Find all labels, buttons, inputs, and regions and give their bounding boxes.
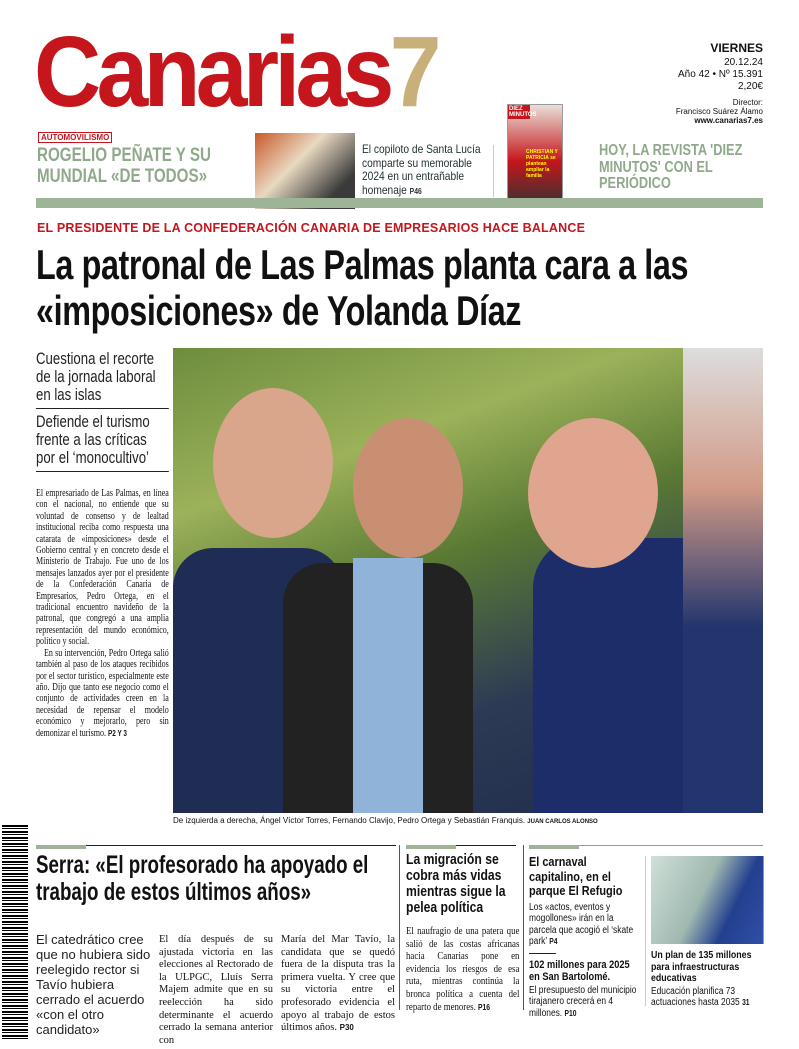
educacion-headline[interactable]: Un plan de 135 millones para infraestructuras educativas [651, 949, 752, 984]
lead-body [36, 488, 169, 739]
divider [523, 845, 524, 1010]
lead-body-paragraph: En su intervención, Pedro Ortega salió también al paso de los ataques recibidos por el sector turístico, especialmente este año. Dijo que tanto ese negocio como el conjunto de actividades creen en la necesidad de repensar el modelo económico y mejorarlo, pero sin demonizar el turismo. [36, 647, 169, 739]
sanbartolome-body: El presupuesto del municipio tirajanero crecerá en 4 millones. P10 [529, 984, 637, 1019]
serra-headline[interactable]: Serra: «El profesorado ha apoyado el trabajo de estos últimos años» [36, 851, 369, 906]
divider [493, 145, 494, 197]
person [353, 418, 463, 558]
sanbartolome-headline[interactable]: 102 millones para 2025 en San Bartolomé. [529, 958, 630, 983]
carnaval-column [529, 855, 642, 1019]
educacion-column [651, 856, 764, 1009]
person [528, 418, 658, 568]
issue: Año 42 • Nº 15.391 [678, 69, 763, 80]
migracion-headline[interactable]: La migración se cobra más vidas mientras sigue la pelea política [406, 852, 506, 916]
lead-body-paragraph: El empresariado de Las Palmas, en línea con el nacional, no entiende que su voluntad de consenso y de lealtad institucional reciba como respuesta una catarata de «imposiciones» desde el Gobierno central y en concreto desde el Ministerio de Trabajo. Fue uno de los mensajes lanzados ayer por el presidente de la Confederación Canaria de Empresarios, Pedro Ortega, en el tradicional encuentro navideño de la patronal, que congregó a una amplia representación del mundo económico, político y social. [36, 488, 169, 648]
masthead-info [676, 42, 763, 125]
lead-photo [173, 348, 763, 813]
lead-kicker: EL PRESIDENTE DE LA CONFEDERACIÓN CANARIA DE EMPRESARIOS HACE BALANCE [37, 221, 586, 235]
lead-headline[interactable]: La patronal de Las Palmas planta cara a las «imposiciones» de Yolanda Díaz [36, 241, 689, 334]
accent-bar [529, 845, 579, 849]
educacion-photo [651, 856, 764, 944]
director-label: Director: [732, 98, 763, 107]
carnaval-body: Los «actos, eventos y mogollones» irán en la parcela que acogió el ‘skate park’ P4 [529, 901, 634, 947]
shirt [353, 558, 423, 813]
masthead-logo: Canarias7 [34, 16, 437, 128]
teaser-magazine-title[interactable]: HOY, LA REVISTA 'DIEZ MINUTOS' CON EL PERIÓDICO [599, 142, 743, 192]
person [213, 388, 333, 538]
migracion-body: El naufragio de una patera que salió de las costas africanas hacia Canarias pone en evidencia los riesgos de esa ruta, mientras continúa la bronca política a cuenta del reparto de menores. P16 [406, 926, 520, 1013]
divider [645, 856, 646, 1006]
header-bar [36, 198, 763, 208]
lead-subheading-2: Defiende el turismo frente a las críticas por el ‘monocultivo’ [36, 409, 169, 472]
magazine-cover-text: CHRISTIAN Y PATRICIA se plantean ampliar la familia [526, 149, 558, 179]
serra-body-col2: María del Mar Tavío, la candidata que se quedó fuera de la disputa tras la primera vuelta. Y cree que su victoria entre el profesorado evidencia el apoyo al trabajo de estos últimos años. P30 [281, 934, 395, 1034]
director: Francisco Suárez Álamo [675, 107, 763, 116]
photo-caption: De izquierda a derecha, Ángel Víctor Torres, Fernando Clavijo, Pedro Ortega y Sebastián Franquis. JUAN CARLOS ALONSO [173, 816, 598, 825]
teaser-kicker: AUTOMOVILISMO [38, 132, 112, 143]
day: VIERNES [710, 41, 763, 55]
educacion-body: Educación planifica 73 actuaciones hasta 2035 31 [651, 985, 750, 1008]
barcode [2, 825, 28, 1040]
magazine-cover [507, 104, 563, 208]
page-ref: P2 Y 3 [107, 728, 127, 738]
serra-body-col1: El día después de su ajustada victoria en las elecciones al Rectorado de la ULPGC, Lluís Serra Majem admite que en su reelección ha sido determinante el acuerdo cerrado la semana anterior con [159, 934, 273, 1046]
serra-subheading: El catedrático cree que no hubiera sido reelegido rector si Tavío hubiera cerrado el acuerdo «con el otro candidato» [36, 932, 151, 1037]
teaser-title[interactable]: ROGELIO PEÑATE Y SU MUNDIAL «DE TODOS» [37, 145, 211, 187]
magazine-logo: DIEZ MINUTOS [509, 106, 537, 118]
divider [36, 845, 396, 846]
divider [399, 845, 400, 1010]
price: 2,20€ [737, 81, 763, 92]
person [683, 348, 763, 813]
migracion-column [406, 852, 519, 1014]
lead-left-column [36, 350, 169, 739]
lead-subheading-1: Cuestiona el recorte de la jornada laboral en las islas [36, 350, 169, 409]
date: 20.12.24 [724, 57, 763, 68]
accent-bar [36, 845, 86, 849]
carnaval-headline[interactable]: El carnaval capitalino, en el parque El Refugio [529, 854, 623, 898]
photo-credit: JUAN CARLOS ALONSO [527, 819, 598, 825]
accent-bar [406, 845, 456, 849]
teaser-text[interactable]: El copiloto de Santa Lucía comparte su memorable 2024 en un entrañable homenaje P46 [362, 142, 481, 197]
website[interactable]: www.canarias7.es [694, 116, 763, 125]
divider [529, 953, 556, 954]
